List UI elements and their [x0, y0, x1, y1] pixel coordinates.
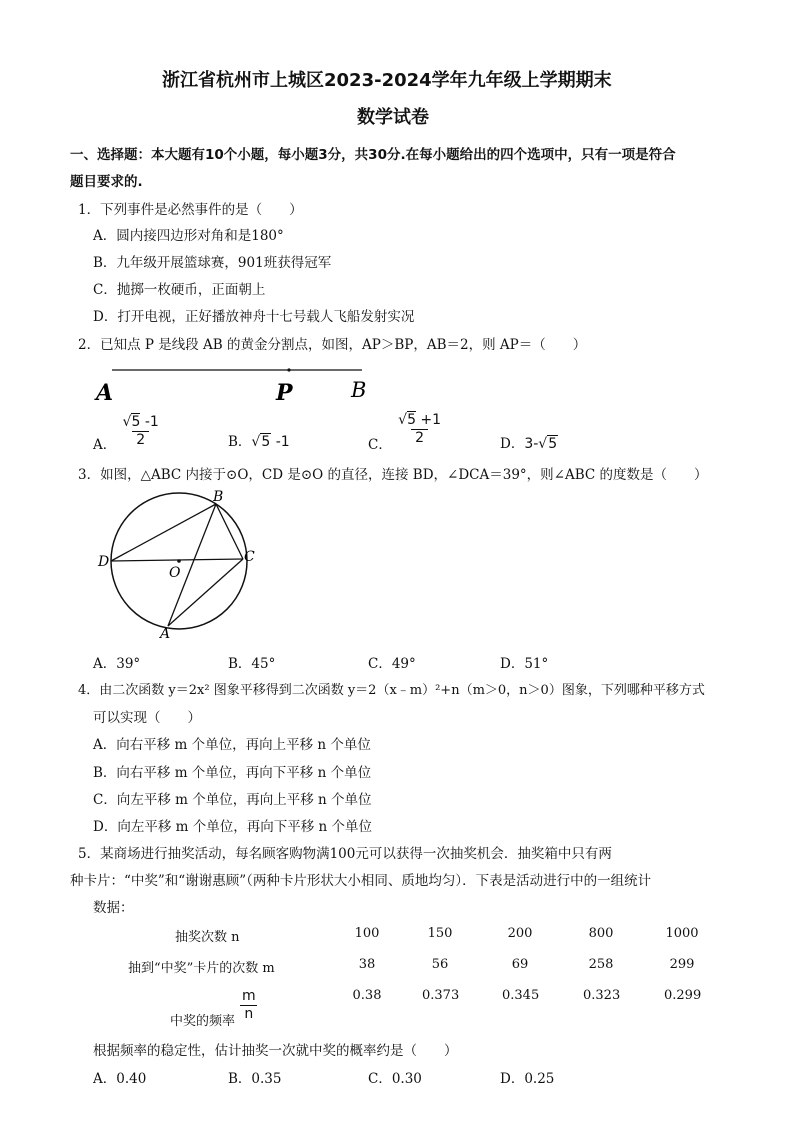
diameter-cd [111, 559, 243, 561]
q4-option-d: D．向左平移 m 个单位，再向下平移 n 个单位 [93, 819, 372, 835]
question-2-stem: 2．已知点 P 是线段 AB 的黄金分割点，如图，AP＞BP，AB＝2，则 AP＝（ ） [78, 337, 587, 353]
q4-option-b: B．向右平移 m 个单位，再向下平移 n 个单位 [93, 765, 372, 781]
table-cell: 150 [427, 926, 453, 941]
question-1-stem: 1．下列事件是必然事件的是（ ） [78, 202, 303, 218]
q2-option-a [93, 414, 161, 453]
label-a: A [96, 380, 114, 406]
q3-option-b: B．45° [228, 656, 276, 672]
q5-option-d: D．0.25 [500, 1071, 555, 1087]
table-cell: 38 [358, 957, 376, 972]
label-a: A [160, 626, 171, 642]
section-heading-line2: 题目要求的. [70, 174, 143, 190]
question-4-stem-line1: 4．由二次函数 y＝2x² 图象平移得到二次函数 y＝2（x﹣m）²+n（m＞0，n＞0）图象，下列哪种平移方式 [78, 683, 705, 698]
q2-option-c-letter: C． [368, 437, 392, 453]
q2-option-c-fraction: $\frac{√5 +1}{2}$ [398, 412, 442, 446]
q2-option-b: B．√5 -1 [228, 434, 290, 450]
q3-option-c: C．49° [368, 656, 416, 672]
question-3-stem: 3．如图，△ABC 内接于⊙O，CD 是⊙O 的直径，连接 BD，∠DCA＝39°，则∠ABC 的度数是（ ） [78, 467, 708, 483]
q3-option-d: D．51° [500, 656, 549, 672]
m-over-n-fraction: $\frac{m}{n}$ [242, 988, 256, 1022]
table-cell: 0.373 [422, 988, 460, 1003]
table-cell: 0.345 [502, 988, 540, 1003]
point-p [287, 368, 290, 371]
table-row-label-m: 抽到“中奖”卡片的次数 m [128, 961, 275, 976]
label-p: P [276, 380, 293, 406]
page-subtitle: 数学试卷 [357, 107, 429, 128]
table-cell: 69 [511, 957, 529, 972]
q4-option-c: C．向左平移 m 个单位，再向上平移 n 个单位 [93, 792, 372, 808]
table-cell: 0.299 [664, 988, 702, 1003]
q5-option-b: B．0.35 [228, 1071, 282, 1087]
question-4-stem-line2: 可以实现（ ） [93, 710, 201, 726]
question-5-stem-line3: 数据： [93, 900, 134, 916]
table-row-label-n: 抽奖次数 n [175, 930, 240, 945]
circle-figure [92, 488, 267, 643]
q4-option-a: A．向右平移 m 个单位，再向上平移 n 个单位 [93, 737, 371, 753]
question-5-prompt: 根据频率的稳定性，估计抽奖一次就中奖的概率约是（ ） [93, 1043, 458, 1059]
label-b: B [213, 489, 224, 505]
q2-option-d: D．3-√5 [500, 436, 558, 452]
q2-option-a-letter: A． [93, 437, 117, 453]
label-c: C [244, 549, 255, 565]
q3-option-a: A．39° [93, 656, 141, 672]
table-cell: 200 [507, 926, 533, 941]
q1-option-b: B．九年级开展篮球赛，901班获得冠军 [93, 255, 332, 271]
table-cell: 299 [669, 957, 695, 972]
table-cell: 0.323 [583, 988, 621, 1003]
table-cell: 100 [354, 926, 380, 941]
q1-option-a: A．圆内接四边形对角和是180° [93, 228, 284, 244]
segment-bc [216, 504, 243, 559]
section-heading-line1: 一、选择题：本大题有10个小题，每小题3分，共30分.在每小题给出的四个选项中，只有一项是符合 [70, 147, 676, 163]
label-d: D [98, 554, 110, 570]
question-5-stem-line1: 5．某商场进行抽奖活动，每名顾客购物满100元可以获得一次抽奖机会．抽奖箱中只有两 [78, 846, 612, 862]
question-5-stem-line2: 种卡片：“中奖”和“谢谢惠顾”（两种卡片形状大小相同、质地均匀）．下表是活动进行中的一组统计 [70, 873, 652, 889]
label-b: B [351, 378, 367, 402]
table-cell: 0.38 [352, 988, 382, 1003]
segment-ab-figure [90, 360, 380, 408]
q1-option-c: C．抛掷一枚硬币，正面朝上 [93, 282, 266, 298]
segment-db [111, 504, 216, 561]
center-o [177, 559, 181, 563]
table-cell: 800 [588, 926, 614, 941]
table-cell: 258 [588, 957, 614, 972]
table-row-label-frequency: 中奖的频率 [170, 1014, 236, 1029]
q1-option-d: D．打开电视，正好播放神舟十七号载人飞船发射实况 [93, 309, 415, 325]
table-cell: 1000 [665, 926, 699, 941]
page-title: 浙江省杭州市上城区2023-2024学年九年级上学期期末 [162, 70, 612, 91]
q2-option-c [368, 412, 443, 453]
q2-option-a-fraction: $\frac{√5 -1}{2}$ [122, 414, 159, 448]
table-cell: 56 [431, 957, 449, 972]
label-o: O [169, 565, 181, 581]
q5-option-a: A．0.40 [93, 1071, 147, 1087]
q5-option-c: C．0.30 [368, 1071, 422, 1087]
